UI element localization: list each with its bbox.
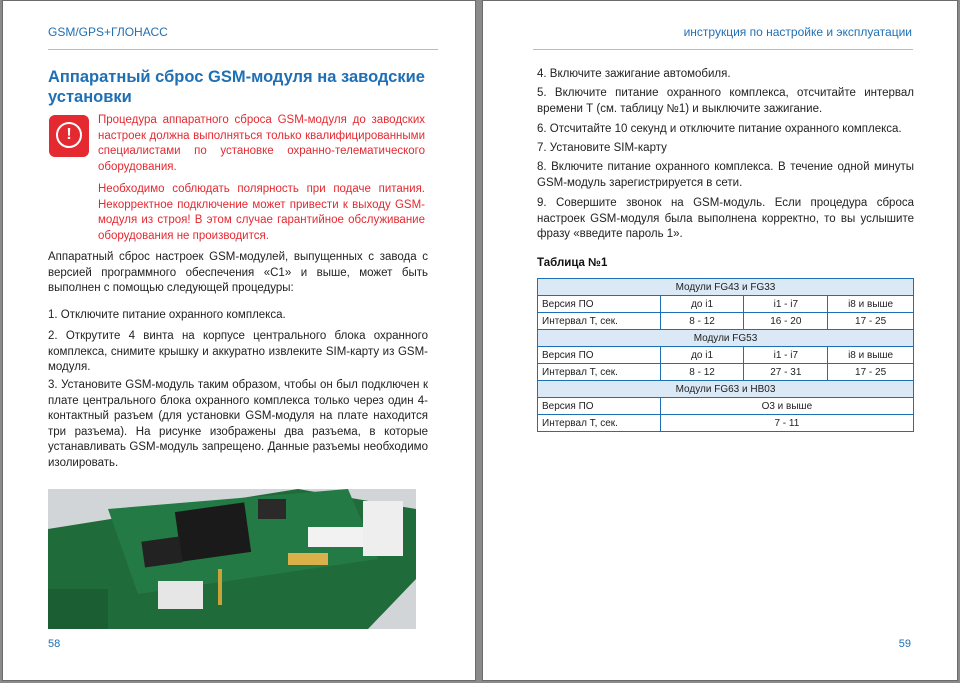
- reset-interval-table: [537, 278, 914, 432]
- table-cell: Модули FG53: [538, 330, 914, 347]
- table-cell: 8 - 12: [660, 313, 744, 330]
- table-row: [538, 296, 914, 313]
- running-head-left: GSM/GPS+ГЛОНАСС: [48, 25, 168, 39]
- table-cell: Модули FG43 и FG33: [538, 279, 914, 296]
- page-number-right: 59: [898, 638, 911, 650]
- table-cell: Версия ПО: [538, 347, 661, 364]
- step-8: 8. Включите питание охранного комплекса. В течение одной минуты GSM-модуль зарегистрируется в сети.: [537, 161, 914, 189]
- table-cell: Версия ПО: [538, 398, 661, 415]
- table-cell: O3 и выше: [660, 398, 913, 415]
- table-cell: 8 - 12: [660, 364, 744, 381]
- table-cell: 16 - 20: [744, 313, 828, 330]
- table-cell: Интервал Т, сек.: [538, 415, 661, 432]
- right-page: [482, 0, 958, 681]
- table-row: [538, 347, 914, 364]
- table-row: [538, 415, 914, 432]
- table-row: [538, 398, 914, 415]
- table-group-header: [538, 330, 914, 347]
- table-cell: i1 - i7: [744, 347, 828, 364]
- running-head-right: инструкция по настройке и эксплуатации: [683, 25, 912, 39]
- table-cell: Версия ПО: [538, 296, 661, 313]
- table-group-header: [538, 279, 914, 296]
- table-cell: Интервал Т, сек.: [538, 313, 661, 330]
- intro-paragraph: Аппаратный сброс настроек GSM-модулей, выпущенных с завода с версией программного обеспечения «C1» и выше, может быть выполнен с помощью следующей процедуры:: [48, 251, 428, 294]
- warning-text-1: Процедура аппаратного сброса GSM-модуля до заводских настроек должна выполняться только квалифицированными специалистами по установке охранно-телематического оборудования.: [98, 114, 425, 173]
- table-group-header: [538, 381, 914, 398]
- table-cell: Интервал Т, сек.: [538, 364, 661, 381]
- table-row: [538, 364, 914, 381]
- table-cell: i8 и выше: [828, 296, 914, 313]
- step-3: 3. Установите GSM-модуль таким образом, чтобы он был подключен к плате центрального блока охранного комплекса только через один 4-контактный разъем (для установки GSM-модуля на плате находится три разъема). На рисунке изображены два разъема, в которые устанавливать GSM-модуль запрещено. Данные разъемы необходимо изолировать.: [48, 379, 428, 469]
- warning-text-2: Необходимо соблюдать полярность при подаче питания. Некорректное подключение может привести к выходу GSM-модуля из строя! В этом случае гарантийное обслуживание оборудования не производится.: [98, 183, 425, 242]
- header-rule: [48, 49, 438, 50]
- step-1: 1. Отключите питание охранного комплекса.: [48, 309, 286, 321]
- section-heading: Аппаратный сброс GSM-модуля на заводские установки: [48, 68, 425, 106]
- table-row: [538, 313, 914, 330]
- circuit-board-photo: [48, 489, 416, 629]
- step-5: 5. Включите питание охранного комплекса, отсчитайте интервал времени Т (см. таблицу №1) и выключите зажигание.: [537, 87, 914, 115]
- table-cell: до i1: [660, 347, 744, 364]
- step-7: 7. Установите SIM-карту: [537, 142, 667, 154]
- header-rule: [533, 49, 913, 50]
- step-2: 2. Открутите 4 винта на корпусе центрального блока охранного комплекса, снимите крышку и аккуратно извлеките SIM-карту из GSM-модуля.: [48, 330, 428, 373]
- table-cell: i8 и выше: [828, 347, 914, 364]
- table-cell: Модули FG63 и HB03: [538, 381, 914, 398]
- step-6: 6. Отсчитайте 10 секунд и отключите питание охранного комплекса.: [537, 123, 902, 135]
- left-page: [2, 0, 476, 681]
- warning-icon: !: [49, 115, 89, 157]
- table-cell: 17 - 25: [828, 364, 914, 381]
- table-cell: до i1: [660, 296, 744, 313]
- table-cell: 27 - 31: [744, 364, 828, 381]
- page-number-left: 58: [48, 638, 61, 650]
- step-4: 4. Включите зажигание автомобиля.: [537, 68, 731, 80]
- table-title: Таблица №1: [537, 257, 608, 269]
- table-cell: i1 - i7: [744, 296, 828, 313]
- table-cell: 17 - 25: [828, 313, 914, 330]
- step-9: 9. Совершите звонок на GSM-модуль. Если процедура сброса настроек GSM-модуля была выполнена корректно, то вы услышите фразу «введите пароль 1».: [537, 197, 914, 240]
- table-cell: 7 - 11: [660, 415, 913, 432]
